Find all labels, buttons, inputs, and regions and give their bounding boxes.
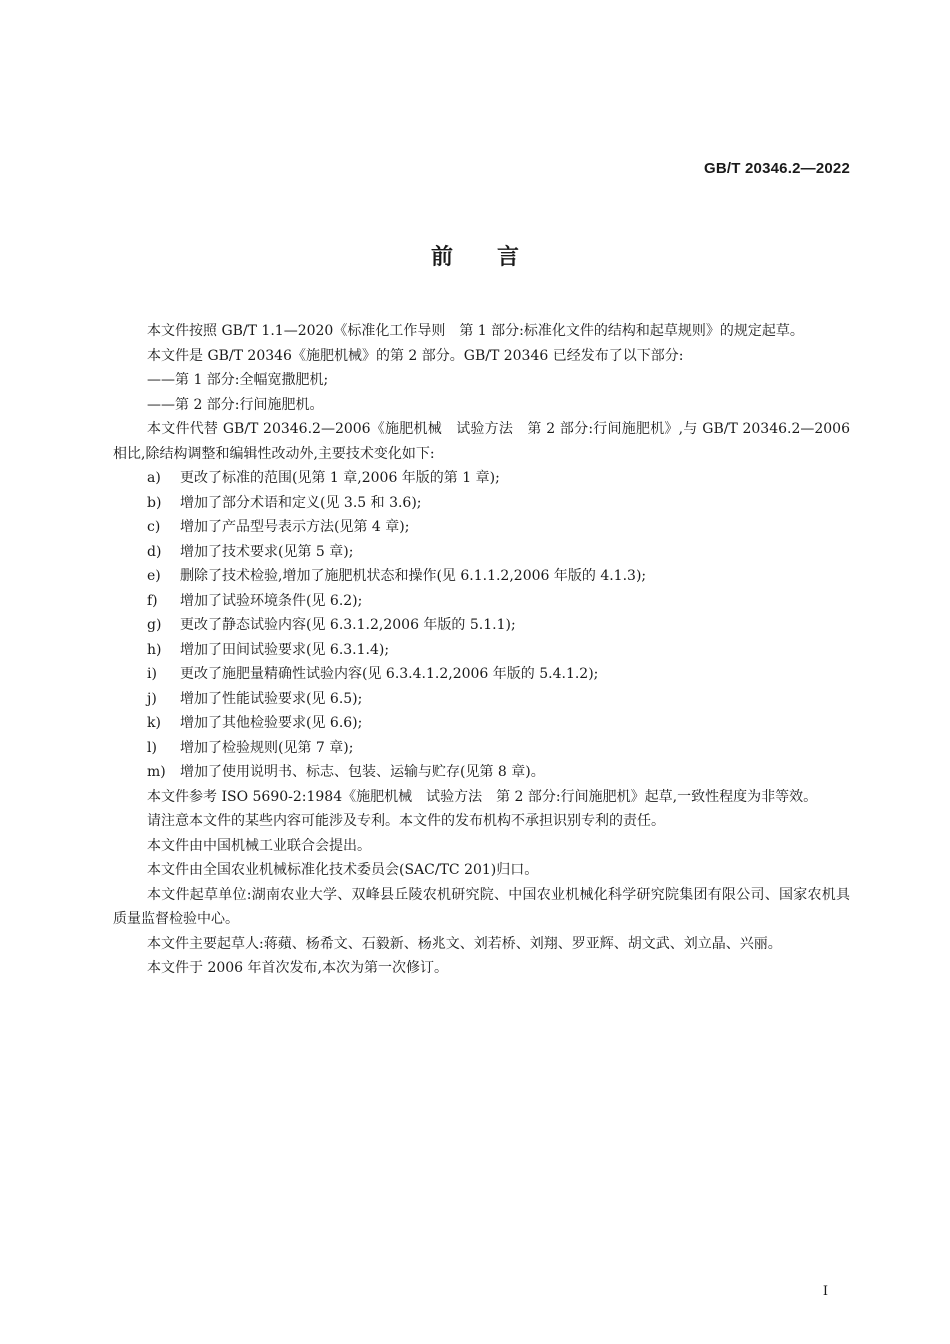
paragraph-administered-by: 本文件由全国农业机械标准化技术委员会(SAC/TC 201)归口。 xyxy=(147,862,539,878)
paragraph-drafting-units: 本文件起草单位:湖南农业大学、双峰县丘陵农机研究院、中国农业机械化科学研究院集团有限公司、国家农机具质量监督检验中心。 xyxy=(113,886,850,927)
change-list-item xyxy=(113,687,850,712)
list-text: 更改了标准的范围(见第 1 章,2006 年版的第 1 章); xyxy=(180,470,500,486)
part-list-item: ——第 1 部分:全幅宽撒肥机; xyxy=(147,372,329,388)
part-list-item: ——第 2 部分:行间施肥机。 xyxy=(147,396,324,413)
list-text: 删除了技术检验,增加了施肥机状态和操作(见 6.1.1.2,2006 年版的 4.1.3); xyxy=(180,568,647,584)
list-marker: g) xyxy=(147,617,162,633)
list-text: 增加了性能试验要求(见 6.5); xyxy=(180,690,363,707)
list-marker: a) xyxy=(147,470,161,486)
document-code: GB/T 20346.2—2022 xyxy=(704,160,850,177)
list-text: 增加了田间试验要求(见 6.3.1.4); xyxy=(180,641,390,658)
list-marker: m) xyxy=(147,764,166,780)
page-number: I xyxy=(822,1284,828,1299)
change-list-item xyxy=(113,589,850,614)
paragraph-drafting-rules: 本文件按照 GB/T 1.1—2020《标准化工作导则 第 1 部分:标准化文件的结构和起草规则》的规定起草。 xyxy=(147,323,804,339)
list-marker: c) xyxy=(147,519,161,535)
list-marker: f) xyxy=(147,592,158,609)
change-list-item xyxy=(113,736,850,761)
list-marker: d) xyxy=(147,543,162,560)
paragraph-patent-notice: 请注意本文件的某些内容可能涉及专利。本文件的发布机构不承担识别专利的责任。 xyxy=(147,813,665,829)
list-text: 增加了部分术语和定义(见 3.5 和 3.6); xyxy=(180,494,422,511)
foreword-body xyxy=(113,319,850,981)
change-list-item xyxy=(113,760,850,785)
list-text: 增加了技术要求(见第 5 章); xyxy=(180,543,354,560)
list-text: 增加了其他检验要求(见 6.6); xyxy=(180,715,363,731)
change-list-item xyxy=(113,466,850,491)
change-list-item xyxy=(113,613,850,638)
list-marker: j) xyxy=(147,690,157,707)
list-marker: l) xyxy=(147,739,157,756)
paragraph-series-parts: 本文件是 GB/T 20346《施肥机械》的第 2 部分。GB/T 20346 已经发布了以下部分: xyxy=(147,347,684,364)
list-marker: h) xyxy=(147,641,162,658)
paragraph-drafters: 本文件主要起草人:蒋蘋、杨希文、石毅新、杨兆文、刘若桥、刘翔、罗亚辉、胡文武、刘立晶、兴丽。 xyxy=(147,935,782,952)
list-marker: b) xyxy=(147,494,162,511)
list-text: 增加了使用说明书、标志、包装、运输与贮存(见第 8 章)。 xyxy=(180,764,545,780)
list-text: 增加了检验规则(见第 7 章); xyxy=(180,739,354,756)
change-list-item xyxy=(113,540,850,565)
change-list-item xyxy=(113,491,850,516)
page-title: 前言 xyxy=(430,245,563,270)
list-text: 增加了试验环境条件(见 6.2); xyxy=(180,592,363,609)
change-list-item xyxy=(113,711,850,736)
list-marker: e) xyxy=(147,568,161,584)
change-list-item xyxy=(113,662,850,687)
list-marker: k) xyxy=(147,715,161,731)
list-text: 增加了产品型号表示方法(见第 4 章); xyxy=(180,519,410,535)
paragraph-replacement: 本文件代替 GB/T 20346.2—2006《施肥机械 试验方法 第 2 部分:行间施肥机》,与 GB/T 20346.2—2006 相比,除结构调整和编辑性改动外,主要技术变化如下: xyxy=(113,421,850,462)
paragraph-reference-iso: 本文件参考 ISO 5690-2:1984《施肥机械 试验方法 第 2 部分:行间施肥机》起草,一致性程度为非等效。 xyxy=(147,788,818,805)
change-list-item xyxy=(113,638,850,663)
paragraph-proposed-by: 本文件由中国机械工业联合会提出。 xyxy=(147,837,371,854)
list-marker: i) xyxy=(147,666,157,682)
paragraph-publication-history: 本文件于 2006 年首次发布,本次为第一次修订。 xyxy=(147,960,448,976)
change-list-item xyxy=(113,564,850,589)
list-text: 更改了施肥量精确性试验内容(见 6.3.4.1.2,2006 年版的 5.4.1.2); xyxy=(180,666,599,682)
change-list-item xyxy=(113,515,850,540)
list-text: 更改了静态试验内容(见 6.3.1.2,2006 年版的 5.1.1); xyxy=(180,617,516,633)
